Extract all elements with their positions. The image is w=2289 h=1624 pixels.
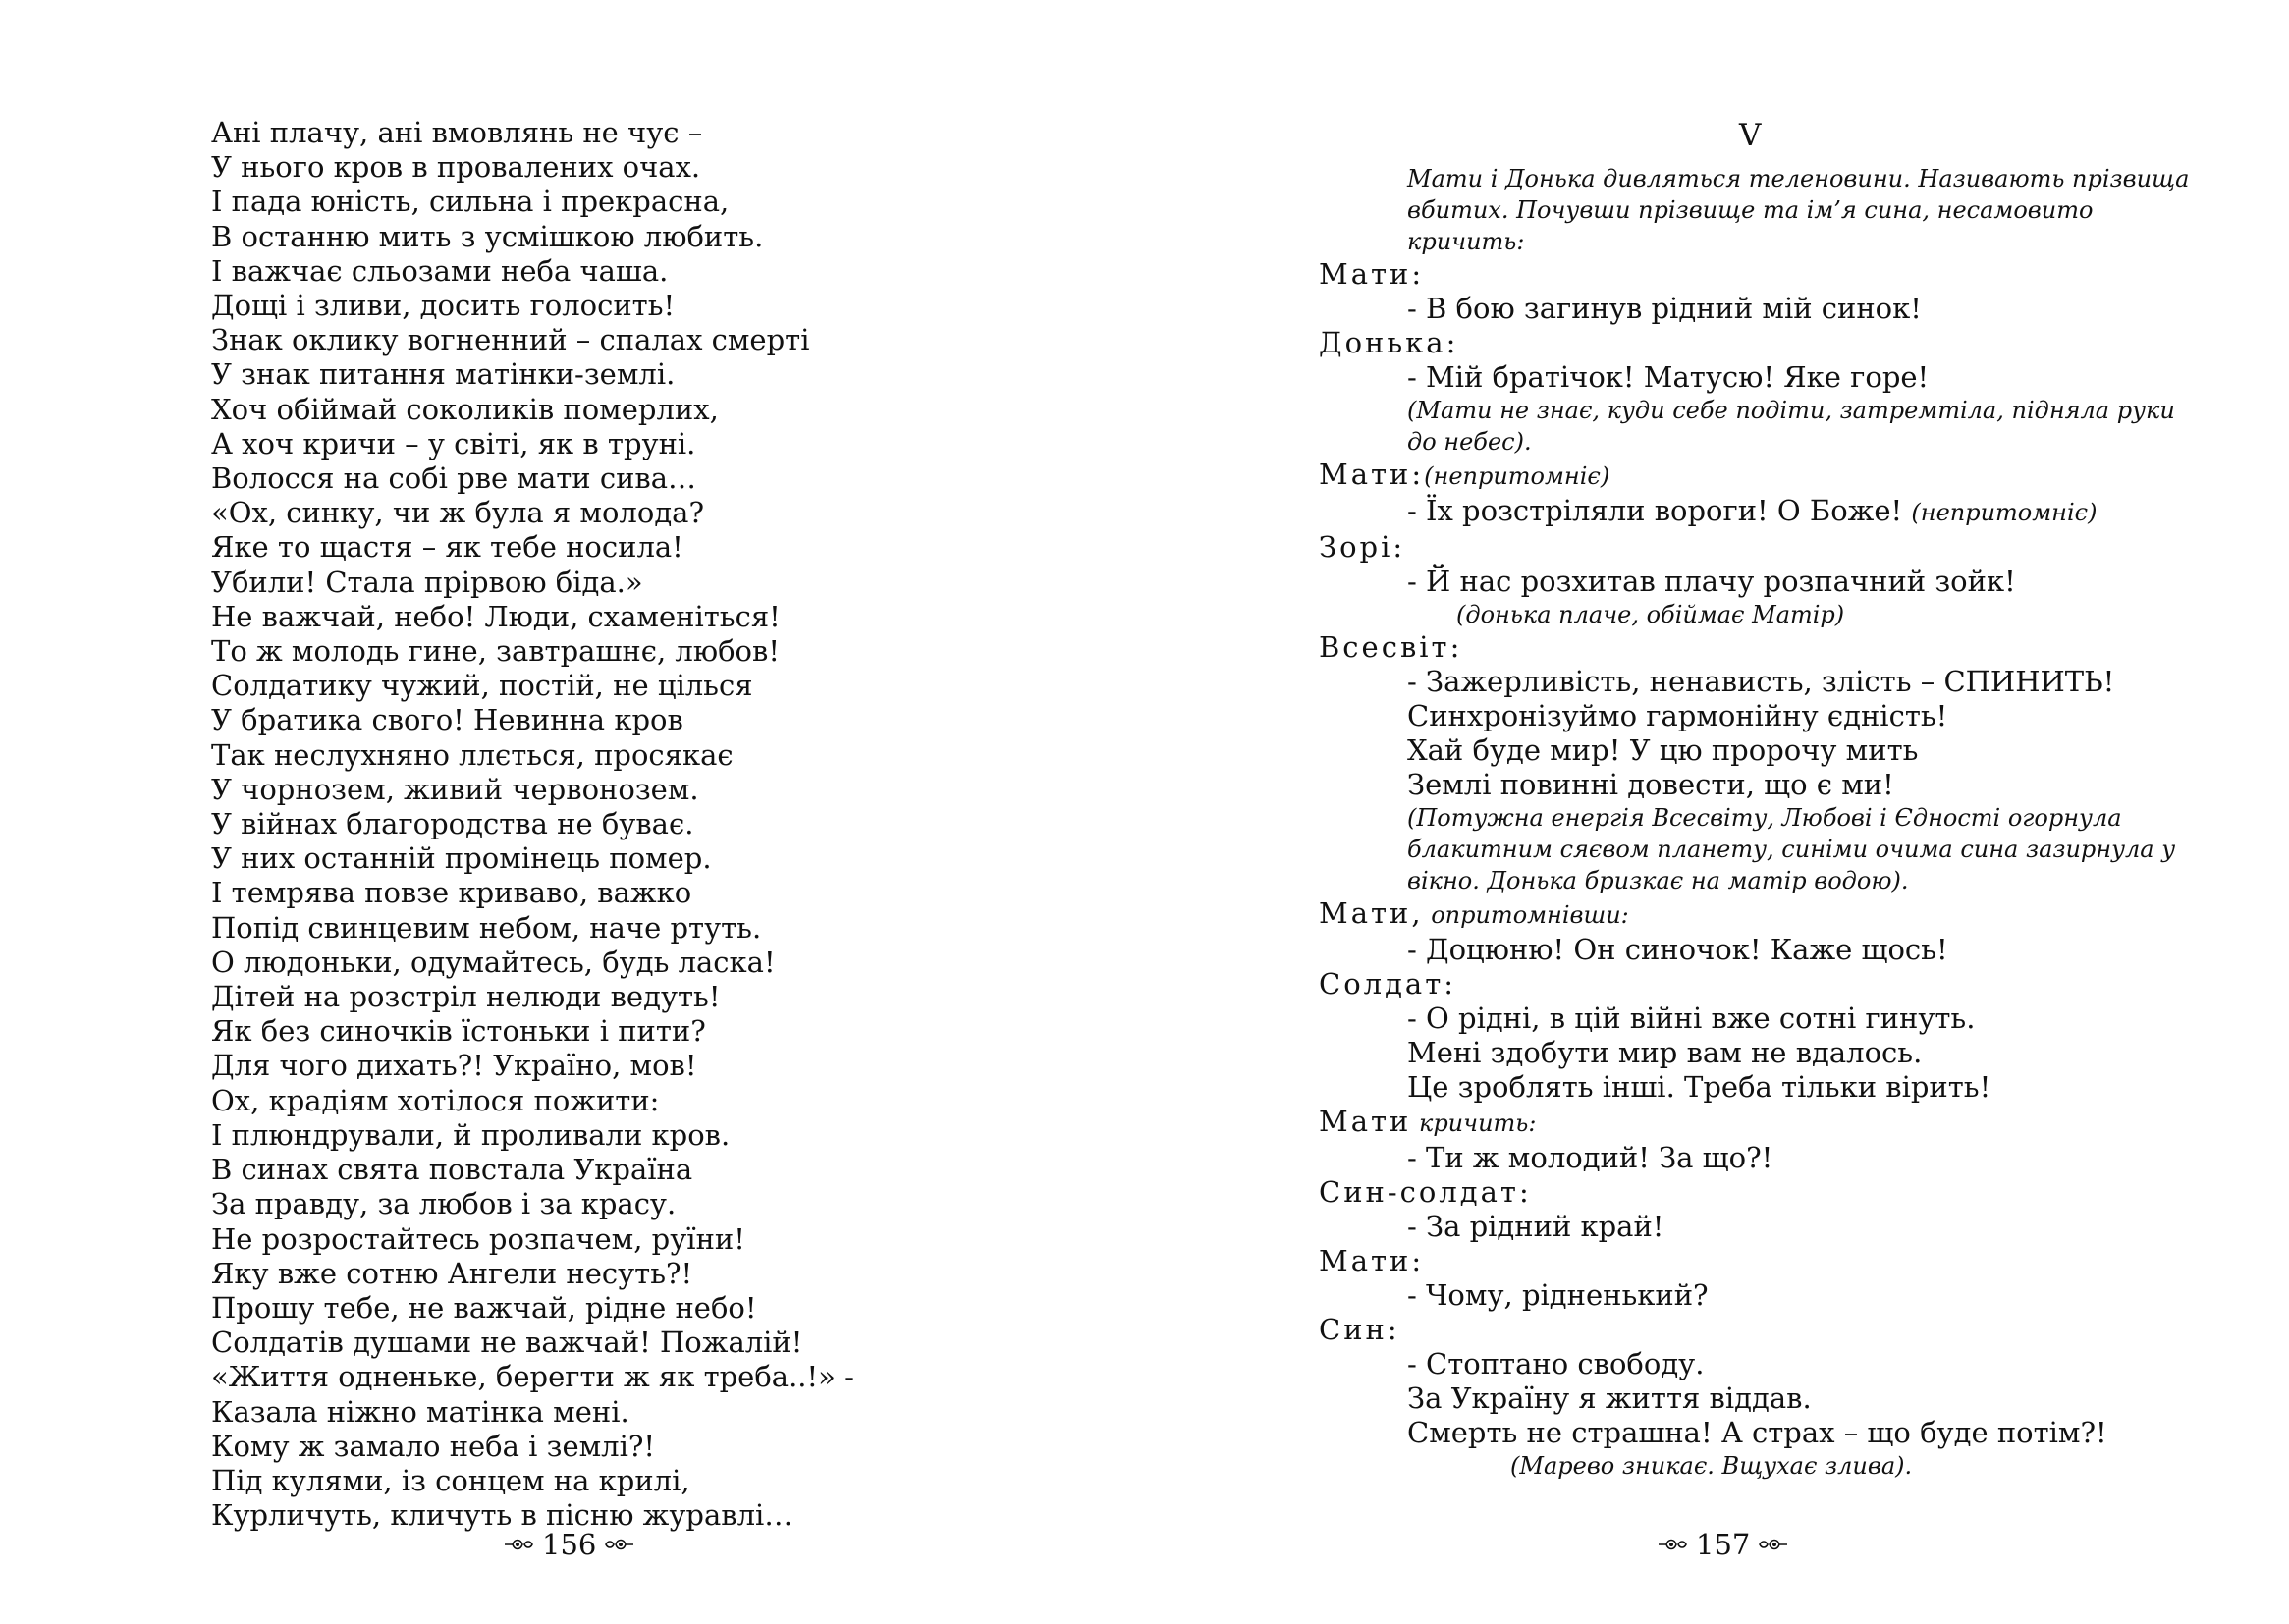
dialogue-text: Мені здобути мир вам не вдалось. [1407,1036,1923,1069]
poem-line: Курличуть, кличуть в пісню журавлі… [211,1498,793,1533]
speaker-name [1319,530,2242,565]
speaker-name [1319,967,2242,1001]
ornament-right-icon [602,1536,635,1553]
poem-line: У чорнозем, живий червонозем. [211,772,699,806]
poem-line: Як без синочків їстоньки і пити? [211,1014,706,1049]
stage-direction-line: (Мати не знає, куди себе подіти, затремтіла, підняла руки [1407,397,2175,424]
poem-text [211,116,854,1533]
poem-line: Убили! Стала прірвою біда.» [211,565,643,599]
dialogue-text: Синхронізуймо гармонійну єдність! [1407,699,1948,732]
speaker-label: Мати: [1319,458,1425,491]
dialogue-line [1319,494,2242,530]
poem-line: І пада юність, сильна і прекрасна, [211,185,730,219]
dialogue-line [1319,1070,2242,1105]
page-number: 157 [1696,1528,1751,1561]
poem-line: У них останній промінець помер. [211,841,712,876]
dialogue-line [1319,1036,2242,1070]
poem-line: У війнах благородства не буває. [211,807,694,841]
page-number-footer [503,1528,635,1561]
poem-line: І плюндрували, й проливали кров. [211,1117,731,1152]
stage-direction [1319,395,2242,458]
stage-direction-line: вікно. Донька бризкає на матір водою). [1407,867,1909,894]
inline-stage-note: (непритомніє) [1911,499,2098,526]
speaker-name [1319,326,2242,360]
poem-line: Яке то щастя – як тебе носила! [211,530,683,565]
speaker-label: Син: [1319,1313,1400,1346]
speaker-name [1319,1244,2242,1278]
poem-line: Ані плачу, ані вмовлянь не чує – [211,116,703,149]
dialogue-line [1319,292,2242,326]
speaker-name [1319,896,2242,933]
dialogue-text: - Ти ж молодий! За що?! [1407,1141,1773,1174]
dialogue-line [1319,1347,2242,1381]
poem-line: Казала ніжно матінка мені. [211,1394,629,1429]
stage-direction [1319,163,2242,257]
poem-line: Хоч обіймай соколиків померлих, [211,392,719,426]
speaker-label: Мати [1319,1105,1412,1138]
speaker-name [1319,458,2242,494]
poem-line: Так неслухняно ллється, просякає [211,737,734,772]
speaker-label: Мати: [1319,257,1425,291]
poem-line: О людоньки, одумайтесь, будь ласка! [211,945,776,979]
speaker-action-note: (непритомніє) [1424,462,1610,490]
poem-line: А хоч кричи – у світі, як в труні. [211,426,696,460]
speaker-name [1319,257,2242,292]
page-number-footer [1657,1528,1789,1561]
dialogue-text: - В бою загинув рідний мій синок! [1407,292,1922,325]
dialogue-text: За Україну я життя віддав. [1407,1381,1812,1415]
dialogue-line [1319,565,2242,599]
dialogue-text: - Доцюню! Он синочок! Каже щось! [1407,933,1948,966]
play-script [1319,163,2242,1482]
speaker-action-note: кричить: [1411,1110,1537,1137]
poem-line: У нього кров в провалених очах. [211,150,701,185]
poem-line: Солдатику чужий, постій, не цілься [211,669,753,703]
ornament-left-icon [503,1536,536,1553]
dialogue-text: - Стоптано свободу. [1407,1347,1705,1380]
poem-line: І важчає сльозами неба чаша. [211,253,669,288]
poem-line: Попід свинцевим небом, наче ртуть. [211,910,762,945]
poem-line: У братика свого! Невинна кров [211,703,683,737]
poem-line: І темрява повзе криваво, важко [211,876,692,910]
poem-line: «Ох, синку, чи ж була я молода? [211,496,705,530]
speaker-label: Син-солдат: [1319,1175,1532,1209]
poem-line: Прошу тебе, не важчай, рідне небо! [211,1290,757,1325]
dialogue-text: Це зроблять інші. Треба тільки вірить! [1407,1070,1991,1104]
dialogue-text: - Мій братічок! Матусю! Яке горе! [1407,360,1930,394]
poem-line: В останню мить з усмішкою любить. [211,219,764,253]
dialogue-line [1319,665,2242,699]
dialogue-line [1319,768,2242,802]
poem-line: Під кулями, із сонцем на крилі, [211,1463,690,1497]
dialogue-line [1319,933,2242,967]
left-page [0,0,1144,1624]
ornament-right-icon [1756,1536,1789,1553]
dialogue-line [1319,1001,2242,1036]
dialogue-line [1319,1278,2242,1313]
poem-line: То ж молодь гине, завтрашнє, любов! [211,634,780,669]
poem-line: Не важчай, небо! Люди, схаменіться! [211,599,781,633]
dialogue-line [1319,1210,2242,1244]
dialogue-text: - Їх розстріляли вороги! О Боже! [1407,494,1912,527]
stage-direction-line: блакитним сяєвом планету, синіми очима сина зазирнула у [1407,836,2176,863]
stage-direction [1319,599,2242,630]
ornament-left-icon [1657,1536,1690,1553]
speaker-name [1319,1105,2242,1141]
speaker-label: Зорі: [1319,530,1406,564]
dialogue-text: - Чому, рідненький? [1407,1278,1709,1312]
dialogue-line [1319,1416,2242,1450]
dialogue-line [1319,699,2242,733]
stage-direction-line: до небес). [1407,428,1532,456]
poem-line: Кому ж замало неба і землі?! [211,1429,656,1463]
poem-line: «Життя одненьке, берегти ж як треба..!» - [211,1360,854,1394]
stage-direction [1319,802,2242,896]
dialogue-text: - О рідні, в цій війні вже сотні гинуть. [1407,1001,1976,1035]
stage-direction-line: (Потужна енергія Всесвіту, Любові і Єдності огорнула [1407,804,2122,832]
stage-direction-line: (Марево зникає. Вщухає злива). [1510,1452,1913,1480]
dialogue-line [1319,1141,2242,1175]
poem-line: Волосся на собі рве мати сива… [211,461,697,496]
speaker-label: Всесвіт: [1319,630,1463,664]
speaker-label: Мати: [1319,1244,1425,1277]
poem-line: Знак оклику вогненний – спалах смерті [211,323,810,357]
speaker-action-note: опритомнівши: [1423,901,1629,929]
dialogue-text: Смерть не страшна! А страх – що буде потім?! [1407,1416,2107,1449]
speaker-label: Солдат: [1319,967,1457,1001]
dialogue-text: Землі повинні довести, що є ми! [1407,768,1894,801]
poem-line: За правду, за любов і за красу. [211,1187,677,1221]
speaker-name [1319,1175,2242,1210]
stage-direction [1319,1450,2242,1482]
poem-line: Дощі і зливи, досить голосить! [211,289,676,323]
dialogue [1319,257,2242,1482]
poem-line: Солдатів душами не важчай! Пожалій! [211,1326,803,1360]
poem-line: Дітей на розстріл нелюди ведуть! [211,980,721,1014]
right-page [1144,0,2289,1624]
stage-direction-line: (донька плаче, обіймає Матір) [1456,601,1845,628]
poem-line: Яку вже сотню Ангели несуть?! [211,1256,693,1290]
speaker-label: Донька: [1319,326,1459,359]
dialogue-text: - Зажерливість, ненависть, злість – СПИНИТЬ! [1407,665,2115,698]
dialogue-line [1319,360,2242,395]
poem-line: Не розростайтесь розпачем, руїни! [211,1221,745,1256]
dialogue-line [1319,733,2242,768]
poem-line: В синах свята повстала Україна [211,1153,693,1187]
dialogue-text: - Й нас розхитав плачу розпачний зойк! [1407,565,2016,598]
act-numeral: V [1739,118,1762,153]
stage-direction-line: вбитих. Почувши прізвище та ім’я сина, несамовито [1407,196,2094,224]
dialogue-line [1319,1381,2242,1416]
poem-line: Ох, крадіям хотілося пожити: [211,1083,660,1117]
stage-direction-line: кричить: [1407,228,1525,255]
speaker-label: Мати, [1319,896,1424,930]
dialogue-text: - За рідний край! [1407,1210,1664,1243]
poem-line: Для чого дихать?! Україно, мов! [211,1049,697,1083]
dialogue-text: Хай буде мир! У цю пророчу мить [1407,733,1919,767]
speaker-name [1319,630,2242,665]
poem-line: У знак питання матінки-землі. [211,357,676,392]
page-number: 156 [542,1528,597,1561]
stage-direction-line: Мати і Донька дивляться теленовини. Називають прізвища [1407,165,2190,192]
speaker-name [1319,1313,2242,1347]
